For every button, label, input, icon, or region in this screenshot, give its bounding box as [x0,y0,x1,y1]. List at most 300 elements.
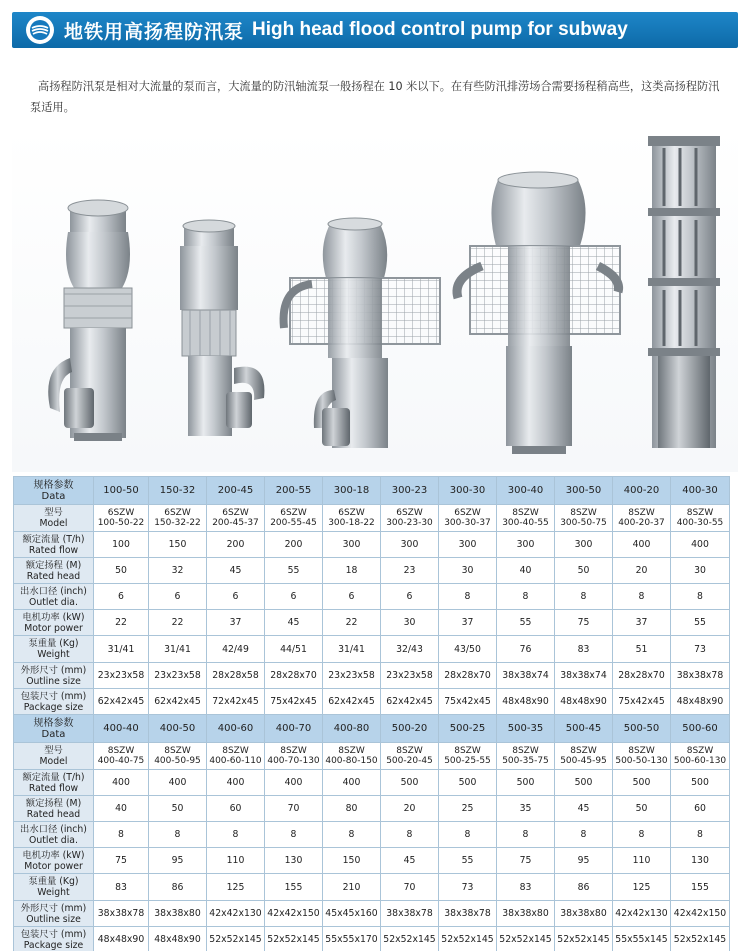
table-cell: 400 [671,532,730,558]
table-cell: 45 [207,558,265,584]
table-cell: 6 [265,584,323,610]
table-cell: 400 [323,770,381,796]
table-cell: 6 [323,584,381,610]
table-cell: 100 [94,532,149,558]
table-cell: 73 [439,874,497,901]
row-label-cn: 额定扬程 (M) [25,797,82,809]
row-label-cn: 额定流量 (T/h) [22,533,85,545]
table-cell: 62x42x45 [381,689,439,715]
model-line: 6SZW [338,507,365,518]
model-line: 500-50-130 [615,756,668,766]
table-cell: 300 [439,532,497,558]
table-cell: 200-55 [265,477,323,505]
table-cell: 100-50 [94,477,149,505]
model-line: 500-35-75 [502,756,549,766]
company-logo-icon [26,16,54,44]
table-row [14,532,730,558]
model-line: 8SZW [164,745,191,756]
table-cell: 31/41 [94,636,149,663]
table-cell [381,743,439,770]
table-cell: 52x52x145 [381,927,439,951]
table-row [14,874,730,901]
table-cell: 32/43 [381,636,439,663]
table-cell: 38x38x80 [555,901,613,927]
table-cell: 300-30 [439,477,497,505]
table-cell: 31/41 [149,636,207,663]
table-cell: 400 [149,770,207,796]
model-line: 400-70-130 [267,756,320,766]
table-cell: 70 [381,874,439,901]
row-label-cn: 额定扬程 (M) [25,559,82,571]
row-label-cn: 泵重量 (Kg) [28,638,79,649]
table-row [14,848,730,874]
table-cell: 42x42x130 [613,901,671,927]
table-cell: 150 [323,848,381,874]
table-cell: 400-30 [671,477,730,505]
table-cell: 400-40 [94,715,149,743]
table-cell: 52x52x145 [207,927,265,951]
table-cell: 35 [497,796,555,822]
table-cell: 200 [265,532,323,558]
row-label-cn: 型号 [44,745,63,756]
model-line: 300-18-22 [328,518,375,528]
table-cell: 48x48x90 [497,689,555,715]
table-cell: 55x55x170 [323,927,381,951]
row-label-en: Model [39,756,68,767]
model-line: 400-40-75 [97,756,145,766]
table-cell: 50 [555,558,613,584]
table-cell: 42x42x150 [265,901,323,927]
model-line: 8SZW [338,745,365,756]
table-cell: 60 [207,796,265,822]
table-cell [323,505,381,532]
row-label-en: Rated flow [28,782,79,794]
table-cell: 300-40 [497,477,555,505]
table-cell: 8 [94,822,149,848]
row-label-en: Motor power [24,860,83,872]
table-cell: 500 [555,770,613,796]
table-cell: 20 [381,796,439,822]
table-cell: 23x23x58 [94,663,149,689]
model-line: 6SZW [396,507,423,518]
row-label [14,584,94,610]
table-cell: 400-80 [323,715,381,743]
table-cell [265,505,323,532]
table-cell: 52x52x145 [439,927,497,951]
pump-image-1 [48,200,132,441]
table-cell: 130 [671,848,730,874]
row-label-en: Rated head [26,570,81,582]
table-cell: 22 [149,610,207,636]
table-cell: 500 [439,770,497,796]
table-cell: 38x38x78 [671,663,730,689]
table-cell: 40 [497,558,555,584]
model-line: 200-45-37 [212,518,259,528]
table-cell: 20 [613,558,671,584]
table-cell: 400-50 [149,715,207,743]
model-line: 8SZW [512,745,539,756]
table-cell: 44/51 [265,636,323,663]
table-cell: 42x42x130 [207,901,265,927]
table-cell: 150-32 [149,477,207,505]
row-label [14,874,94,901]
table-cell: 75 [497,848,555,874]
table-cell: 500-25 [439,715,497,743]
row-label-cn: 出水口径 (inch) [20,585,87,597]
table-cell: 8 [439,584,497,610]
table-cell: 400-20 [613,477,671,505]
table-cell: 110 [613,848,671,874]
table-cell: 75 [94,848,149,874]
table-row [14,901,730,927]
table-cell: 6 [207,584,265,610]
table-cell: 500 [381,770,439,796]
table-cell: 28x28x70 [439,663,497,689]
row-label-en: Rated head [26,808,81,820]
table-cell: 22 [323,610,381,636]
table-cell: 52x52x145 [497,927,555,951]
table-cell: 8 [265,822,323,848]
model-line: 6SZW [107,507,135,518]
table-cell [323,743,381,770]
table-cell: 23 [381,558,439,584]
row-label-cn: 包装尺寸 (mm) [20,928,87,940]
table-cell [555,505,613,532]
table-cell: 18 [323,558,381,584]
row-label [14,558,94,584]
table-cell [613,743,671,770]
model-line: 300-40-55 [502,518,549,528]
row-label [14,689,94,715]
model-line: 400-60-110 [209,756,262,766]
model-line: 400-50-95 [154,756,201,766]
table-cell: 70 [265,796,323,822]
model-line: 8SZW [570,507,597,518]
table-cell: 75x42x45 [439,689,497,715]
row-label [14,743,94,770]
row-label [14,822,94,848]
page-header [12,12,738,48]
row-label-cn: 包装尺寸 (mm) [20,690,87,702]
table-cell: 42x42x150 [671,901,730,927]
table-cell: 28x28x58 [207,663,265,689]
model-line: 400-30-55 [676,518,724,528]
table-cell: 8 [555,584,613,610]
row-label-en: Package size [23,701,84,713]
table-cell [555,743,613,770]
table-cell: 51 [613,636,671,663]
table-cell: 300 [381,532,439,558]
model-line: 8SZW [628,745,655,756]
table-cell [94,505,149,532]
table-cell: 55 [497,610,555,636]
table-row [14,822,730,848]
table-row [14,505,730,532]
row-label-cn: 规格参数 [33,479,74,491]
table-cell [497,743,555,770]
model-line: 400-20-37 [618,518,665,528]
table-cell: 60 [671,796,730,822]
model-line: 8SZW [454,745,481,756]
table-cell: 48x48x90 [555,689,613,715]
model-line: 150-32-22 [154,518,201,528]
table-row [14,477,730,505]
table-cell: 55 [671,610,730,636]
table-cell [381,505,439,532]
table-cell: 75x42x45 [265,689,323,715]
table-cell: 8 [671,584,730,610]
table-row [14,663,730,689]
table-cell [149,505,207,532]
table-cell: 52x52x145 [555,927,613,951]
table-cell: 38x38x74 [497,663,555,689]
table-cell: 45 [555,796,613,822]
table-row [14,558,730,584]
table-cell: 95 [555,848,613,874]
table-cell: 22 [94,610,149,636]
row-label-cn: 出水口径 (inch) [20,823,87,835]
table-cell: 73 [671,636,730,663]
row-label [14,663,94,689]
table-cell: 38x38x74 [555,663,613,689]
model-line: 6SZW [280,507,307,518]
table-cell: 8 [381,822,439,848]
pump-image-5 [648,136,720,448]
model-line: 8SZW [628,507,655,518]
table-cell: 6 [94,584,149,610]
table-cell: 52x52x145 [671,927,730,951]
row-label [14,796,94,822]
row-label-en: Motor power [24,622,83,634]
table-row [14,715,730,743]
pump-image-4 [457,172,620,454]
model-line: 6SZW [454,507,481,518]
page-title-en: High head flood control pump for subway [252,19,628,40]
table-cell: 50 [149,796,207,822]
table-cell [497,505,555,532]
table-cell: 75x42x45 [613,689,671,715]
table-cell: 31/41 [323,636,381,663]
table-cell: 500-35 [497,715,555,743]
table-cell: 62x42x45 [94,689,149,715]
table-cell: 38x38x78 [439,901,497,927]
model-line: 500-20-45 [386,756,433,766]
spec-table-2 [13,714,730,951]
table-cell [265,743,323,770]
row-label [14,610,94,636]
row-label-en: Weight [37,649,70,660]
table-cell: 300-50 [555,477,613,505]
row-label-cn: 额定流量 (T/h) [22,771,85,783]
table-cell: 95 [149,848,207,874]
row-label [14,927,94,951]
model-line: 8SZW [107,745,135,756]
model-line: 200-55-45 [270,518,317,528]
row-label-en: Outline size [26,675,81,687]
table-cell: 38x38x78 [381,901,439,927]
model-line: 500-60-130 [673,756,727,766]
table-cell: 150 [149,532,207,558]
page-title-cn: 地铁用高扬程防汛泵 [64,20,245,43]
table-cell: 45x45x160 [323,901,381,927]
table-cell: 43/50 [439,636,497,663]
table-cell: 83 [555,636,613,663]
pump-photo-strip [12,128,738,472]
table-cell: 28x28x70 [265,663,323,689]
row-label [14,532,94,558]
row-label-en: Package size [23,939,84,951]
table-cell: 300 [323,532,381,558]
table-cell: 8 [497,584,555,610]
table-cell: 83 [94,874,149,901]
table-cell: 42/49 [207,636,265,663]
row-label-en: Weight [37,887,70,898]
table-cell [439,743,497,770]
row-label-en: Rated flow [28,544,79,556]
table-cell: 125 [207,874,265,901]
model-line: 6SZW [222,507,249,518]
row-label-en: Outlet dia. [29,834,78,846]
table-cell: 155 [671,874,730,901]
row-label [14,770,94,796]
table-cell: 38x38x80 [149,901,207,927]
table-cell: 37 [613,610,671,636]
table-cell: 500-45 [555,715,613,743]
pump-image-3 [284,218,440,448]
row-label-cn: 电机功率 (kW) [22,849,85,861]
row-label [14,901,94,927]
model-line: 400-80-150 [325,756,378,766]
table-cell: 55 [439,848,497,874]
model-line: 300-30-37 [444,518,491,528]
table-cell: 62x42x45 [323,689,381,715]
row-label-cn: 泵重量 (Kg) [28,876,79,887]
row-label-en: Outline size [26,913,81,925]
table-cell: 50 [94,558,149,584]
table-cell: 45 [265,610,323,636]
table-cell: 23x23x58 [149,663,207,689]
model-line: 8SZW [222,745,249,756]
table-cell: 110 [207,848,265,874]
model-line: 500-45-95 [560,756,607,766]
model-line: 8SZW [512,507,539,518]
table-cell: 200-45 [207,477,265,505]
table-cell: 500-20 [381,715,439,743]
table-cell: 500-60 [671,715,730,743]
table-cell: 155 [265,874,323,901]
table-cell: 125 [613,874,671,901]
table-cell: 400-60 [207,715,265,743]
table-cell: 500-50 [613,715,671,743]
table-row [14,927,730,951]
table-cell: 55 [265,558,323,584]
pump-image-2 [180,220,264,436]
table-cell: 50 [613,796,671,822]
model-line: 8SZW [570,745,597,756]
table-cell: 400 [207,770,265,796]
table-cell: 23x23x58 [381,663,439,689]
table-row [14,689,730,715]
row-label [14,715,94,743]
table-cell: 45 [381,848,439,874]
table-cell: 25 [439,796,497,822]
table-cell: 8 [323,822,381,848]
table-cell: 500 [497,770,555,796]
table-cell: 300 [555,532,613,558]
row-label [14,477,94,505]
table-row [14,770,730,796]
table-cell: 400 [265,770,323,796]
row-label-cn: 外形尺寸 (mm) [20,902,87,914]
table-cell: 28x28x70 [613,663,671,689]
row-label-en: Data [41,490,66,502]
table-cell: 37 [439,610,497,636]
table-cell: 38x38x80 [497,901,555,927]
table-cell: 300-23 [381,477,439,505]
model-line: 100-50-22 [97,518,145,528]
table-cell: 300-18 [323,477,381,505]
table-cell: 400 [613,532,671,558]
model-line: 8SZW [686,745,714,756]
table-cell: 400 [94,770,149,796]
table-cell [671,505,730,532]
table-cell: 400-70 [265,715,323,743]
table-cell: 500 [613,770,671,796]
table-cell: 6 [381,584,439,610]
table-cell: 86 [555,874,613,901]
row-label-en: Outlet dia. [29,596,78,608]
table-cell: 80 [323,796,381,822]
model-line: 500-25-55 [444,756,491,766]
table-cell: 23x23x58 [323,663,381,689]
table-cell: 30 [671,558,730,584]
table-cell: 75 [555,610,613,636]
table-cell: 38x38x78 [94,901,149,927]
row-label-cn: 规格参数 [33,717,74,729]
table-cell [207,505,265,532]
table-cell: 8 [555,822,613,848]
table-cell: 8 [149,822,207,848]
table-cell: 8 [671,822,730,848]
table-cell: 8 [497,822,555,848]
table-cell: 8 [439,822,497,848]
row-label-en: Model [39,518,68,529]
model-line: 8SZW [396,745,423,756]
table-cell: 32 [149,558,207,584]
table-row [14,584,730,610]
table-row [14,610,730,636]
model-line: 8SZW [686,507,714,518]
table-cell: 62x42x45 [149,689,207,715]
table-cell: 8 [207,822,265,848]
table-cell: 210 [323,874,381,901]
row-label-en: Data [41,728,66,740]
table-cell: 48x48x90 [94,927,149,951]
table-cell: 72x42x45 [207,689,265,715]
model-line: 300-23-30 [386,518,433,528]
intro-paragraph: 高扬程防汛泵是相对大流量的泵而言，大流量的防汛轴流泵一般扬程在 10 米以下。在有些防汛排涝场合需要扬程稍高些，这类高扬程防汛泵适用。 [30,80,720,114]
table-cell: 52x52x145 [265,927,323,951]
table-row [14,743,730,770]
table-row [14,796,730,822]
table-cell: 8 [613,584,671,610]
table-cell: 200 [207,532,265,558]
table-cell: 30 [439,558,497,584]
spec-table-1 [13,476,730,715]
table-cell: 8 [613,822,671,848]
row-label-cn: 电机功率 (kW) [22,611,85,623]
table-cell: 86 [149,874,207,901]
